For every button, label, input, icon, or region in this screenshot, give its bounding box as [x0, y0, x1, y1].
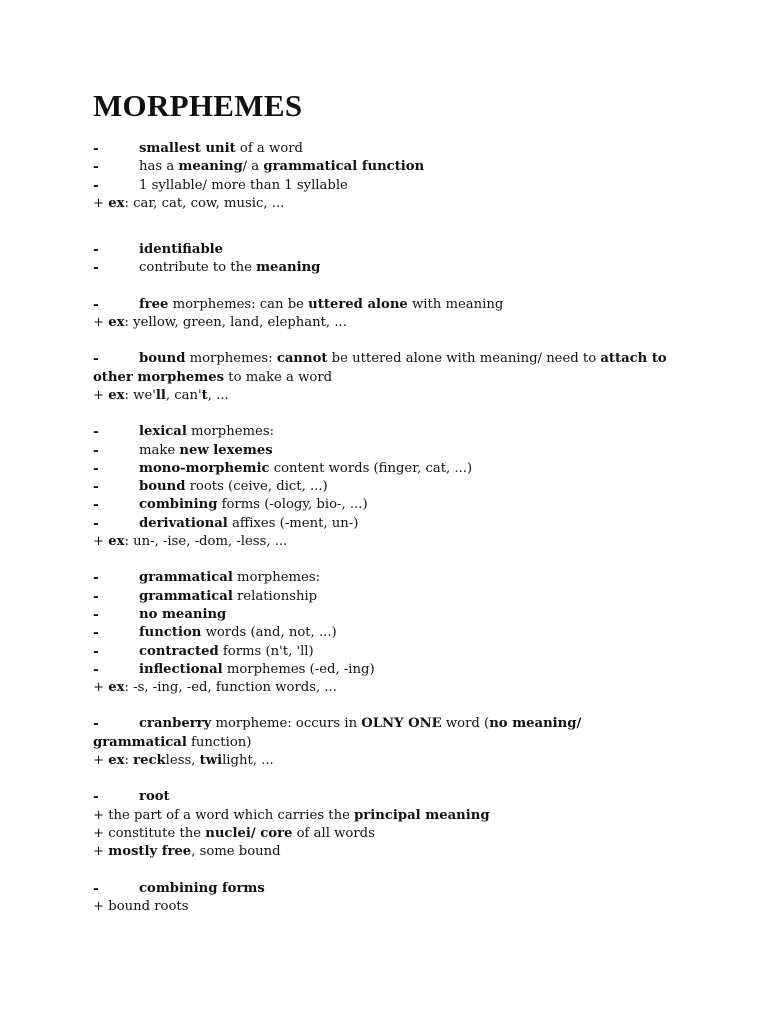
dash-marker: - [93, 880, 99, 897]
plus-line [93, 807, 693, 825]
bold-term: new lexemes [179, 442, 273, 458]
plain-text: of a word [235, 141, 303, 156]
bullet-line [93, 643, 693, 661]
bold-term: function [139, 625, 202, 641]
plain-text: relationship [232, 588, 318, 604]
plain-text: words (and, not, ...) [201, 625, 337, 641]
bullet-line [93, 442, 693, 460]
bold-term: contracted [139, 643, 219, 659]
line-text [139, 515, 358, 533]
plain-text: contribute to the [139, 260, 257, 276]
line-text [139, 259, 320, 277]
example-line [93, 533, 693, 551]
bullet-line [93, 569, 693, 587]
plain-text: with meaning [407, 296, 504, 312]
bullet-line [93, 880, 693, 898]
bold-term: mostly free [108, 844, 192, 860]
bullet-line [93, 350, 693, 368]
example-text: , ... [207, 387, 229, 403]
bold-term: grammatical [93, 734, 187, 750]
bold-term: nuclei/ core [205, 825, 293, 841]
plus-marker: + [93, 844, 109, 860]
bold-term: cranberry [139, 716, 212, 732]
bold-term: t [201, 387, 208, 403]
dash-marker: - [93, 141, 99, 157]
example-text: : yellow, green, land, elephant, ... [124, 315, 347, 331]
line-text [139, 423, 274, 441]
bold-term: meaning [178, 159, 243, 175]
bold-term: grammatical [139, 588, 233, 604]
bullet-line [93, 158, 693, 176]
dash-marker: - [93, 497, 99, 514]
bullet-line [93, 423, 693, 441]
bold-term: bound [139, 479, 186, 495]
plain-text: of all words [292, 825, 375, 841]
example-label: ex [108, 387, 125, 403]
dash-marker: - [93, 460, 99, 477]
plain-text: forms (-ology, bio-, ...) [217, 497, 368, 513]
dash-marker: - [93, 424, 99, 441]
bold-term: bound [139, 351, 186, 367]
bullet-line [93, 140, 693, 158]
dash-marker: - [93, 606, 99, 623]
plain-text: to make a word [224, 369, 333, 385]
plain-text: / a [242, 159, 264, 175]
plain-text: morpheme: occurs in [211, 716, 362, 732]
plain-text: morphemes: [185, 351, 277, 367]
plain-text: constitute the [108, 825, 206, 841]
example-label: ex [108, 195, 125, 211]
bold-term: no meaning [139, 606, 227, 622]
bullet-line [93, 606, 693, 624]
plain-text: morphemes: [186, 424, 275, 440]
plus-marker: + [93, 898, 109, 914]
bold-term: no meaning/ [489, 716, 582, 732]
line-text [139, 350, 667, 368]
page-title: MORPHEMES [93, 88, 303, 123]
example-line [93, 752, 693, 770]
example-label: ex [108, 753, 125, 769]
example-label: ex [108, 680, 125, 696]
bullet-line [93, 788, 693, 806]
line-text [139, 442, 273, 460]
line-text [139, 158, 424, 176]
example-text: light, ... [222, 753, 274, 769]
bold-term: lexical [139, 424, 187, 440]
plain-text: word ( [441, 716, 490, 732]
dash-marker: - [93, 242, 99, 259]
bold-term: free [139, 296, 169, 312]
bold-term: combining forms [139, 880, 265, 896]
example-line [93, 387, 693, 405]
bold-term: mono-morphemic [139, 460, 270, 476]
example-text: : un-, -ise, -dom, -less, ... [124, 534, 288, 550]
plain-text: forms (n't, 'll) [218, 643, 314, 659]
plain-text: morphemes: [232, 570, 321, 586]
line-text [139, 569, 320, 587]
bold-term: principal meaning [354, 807, 490, 823]
plus-marker: + [93, 807, 109, 823]
bold-term: grammatical function [263, 159, 425, 175]
continuation-line [93, 369, 693, 387]
plain-text: 1 syllable/ more than 1 syllable [139, 177, 348, 193]
bullet-line [93, 241, 693, 259]
dash-marker: - [93, 177, 99, 194]
bold-term: smallest unit [139, 141, 236, 156]
bullet-line [93, 588, 693, 606]
plus-marker: + [93, 315, 109, 331]
plus-line [93, 825, 693, 843]
plus-marker: + [93, 534, 109, 550]
plain-text: roots (ceive, dict, ...) [185, 479, 328, 495]
plain-text: , some bound [191, 844, 281, 860]
dash-marker: - [93, 260, 99, 277]
dash-marker: - [93, 643, 99, 660]
continuation-line [93, 734, 693, 752]
bold-term: root [139, 789, 170, 805]
bullet-line [93, 715, 693, 733]
example-label: ex [108, 534, 125, 550]
plain-text: content words (finger, cat, ...) [269, 460, 473, 476]
bold-term: ll [155, 387, 166, 403]
plain-text: morphemes: can be [168, 296, 309, 312]
dash-marker: - [93, 625, 99, 642]
example-text: : -s, -ing, -ed, function words, ... [124, 680, 337, 696]
bullet-line [93, 478, 693, 496]
dash-marker: - [93, 442, 99, 459]
line-text [139, 496, 368, 514]
line-text [139, 624, 337, 642]
document-page [93, 88, 693, 916]
bold-term: combining [139, 497, 218, 513]
bold-term: attach to [600, 351, 667, 367]
example-text: : car, cat, cow, music, ... [124, 195, 285, 211]
dash-marker: - [93, 570, 99, 587]
plus-marker: + [93, 753, 109, 769]
plus-marker: + [93, 680, 109, 696]
dash-marker: - [93, 515, 99, 532]
bullet-line [93, 515, 693, 533]
plus-line [93, 898, 693, 916]
example-label: ex [108, 315, 125, 331]
dash-marker: - [93, 588, 99, 605]
bold-term: grammatical [139, 570, 233, 586]
plain-text: the part of a word which carries the [108, 807, 355, 823]
example-text: less, [165, 753, 200, 769]
dash-marker: - [93, 716, 99, 733]
example-line [93, 679, 693, 697]
bullet-line [93, 460, 693, 478]
bullet-line [93, 177, 693, 195]
bullet-line [93, 259, 693, 277]
bold-term: reck [133, 753, 166, 769]
plain-text: make [139, 442, 180, 458]
bullet-line [93, 661, 693, 679]
bullet-line [93, 624, 693, 642]
example-text: , can' [165, 387, 202, 403]
plain-text: has a [139, 159, 179, 175]
line-text [139, 643, 314, 661]
bullet-line [93, 296, 693, 314]
bullet-line [93, 496, 693, 514]
bold-term: identifiable [139, 242, 224, 258]
line-text [139, 140, 303, 158]
plain-text: be uttered alone with meaning/ need to [327, 351, 601, 367]
plus-line [93, 843, 693, 861]
example-text: : we' [124, 387, 156, 403]
plain-text: affixes (-ment, un-) [227, 515, 359, 531]
example-line [93, 195, 693, 213]
bold-term: uttered alone [308, 296, 408, 312]
example-text: : [124, 753, 134, 769]
bold-term: OLNY ONE [361, 716, 442, 732]
dash-marker: - [93, 296, 99, 313]
plain-text: morphemes (-ed, -ing) [222, 661, 375, 677]
bold-term: meaning [256, 260, 321, 276]
bold-term: twi [199, 753, 223, 769]
dash-marker: - [93, 479, 99, 496]
line-text [139, 478, 328, 496]
plain-text: function) [186, 734, 252, 750]
line-text [139, 715, 581, 733]
plain-text: bound roots [108, 898, 189, 914]
bold-term: cannot [276, 351, 328, 367]
plus-marker: + [93, 387, 109, 403]
plus-marker: + [93, 825, 109, 841]
dash-marker: - [93, 789, 99, 806]
line-text [139, 460, 472, 478]
bold-term: derivational [139, 515, 228, 531]
example-line [93, 314, 693, 332]
line-text [139, 296, 503, 314]
dash-marker: - [93, 351, 99, 368]
dash-marker: - [93, 159, 99, 176]
line-text [139, 661, 375, 679]
line-text [139, 588, 317, 606]
dash-marker: - [93, 661, 99, 678]
plus-marker: + [93, 195, 109, 211]
bold-term: other morphemes [93, 369, 225, 385]
bold-term: inflectional [139, 661, 223, 677]
